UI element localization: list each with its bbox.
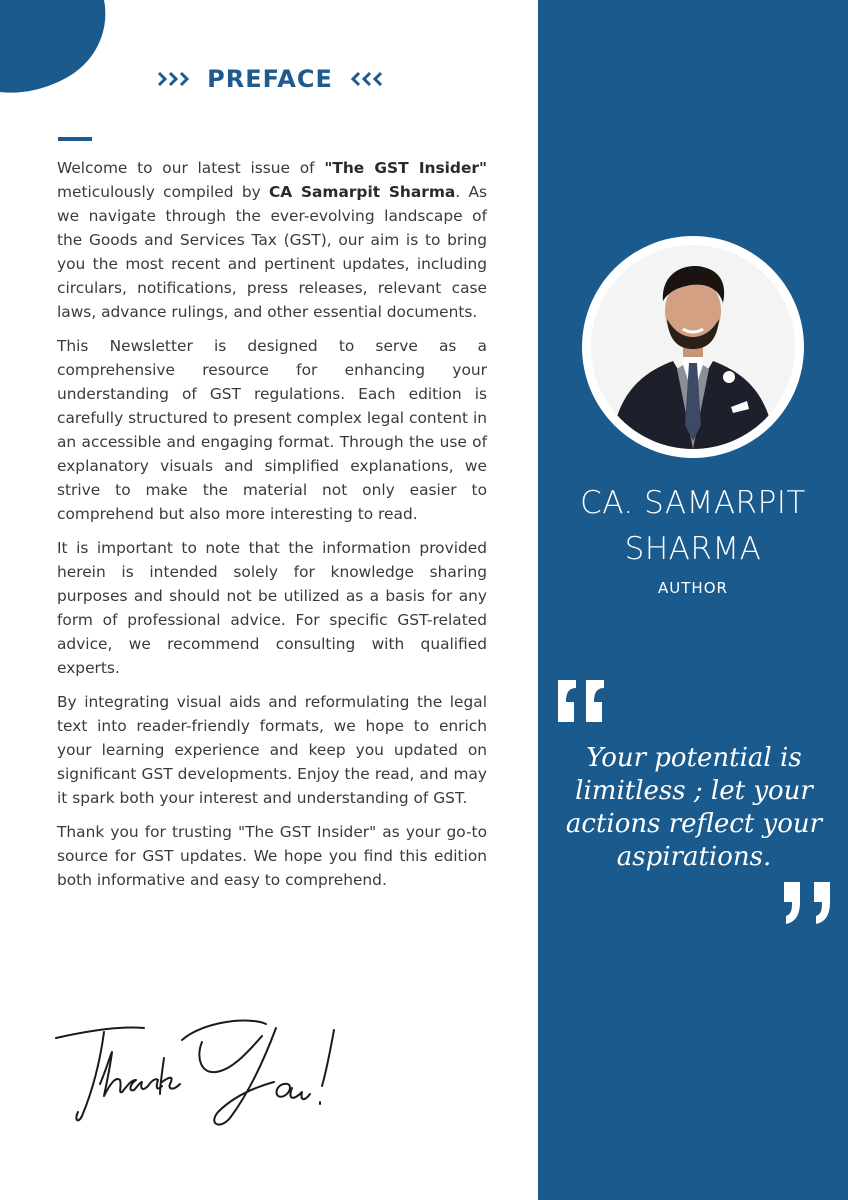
preface-paragraph: [57, 334, 487, 526]
close-quote-icon: [780, 880, 840, 926]
heading-divider: [58, 137, 92, 141]
paragraph-text: meticulously compiled by: [57, 183, 269, 201]
author-role: AUTHOR: [658, 579, 728, 597]
preface-title: PREFACE: [207, 65, 333, 93]
paragraph-text: It is important to note that the information provided herein is intended solely for knowledge sharing purposes and should not be utilized as a basis for any form of professional advice. For specific GST-related advice, we recommend consulting with qualified experts.: [57, 539, 487, 677]
author-photo: [591, 245, 795, 449]
preface-body: [57, 156, 487, 902]
preface-paragraph: [57, 690, 487, 810]
open-quote-icon: [554, 678, 614, 724]
bold-text: CA Samarpit Sharma: [269, 183, 456, 201]
paragraph-text: . As we navigate through the ever-evolving landscape of the Goods and Services Tax (GST), our aim is to bring you the most recent and pertinent updates, including circulars, notifications, press releases, relevant case laws, advance rulings, and other essential documents.: [57, 183, 488, 321]
thank-you-signature: [52, 1012, 372, 1132]
preface-paragraph: [57, 820, 487, 892]
author-panel: [538, 0, 848, 1200]
chevrons-left-icon: [345, 70, 383, 88]
bold-text: "The GST Insider": [324, 159, 487, 177]
preface-paragraph: [57, 536, 487, 680]
preface-paragraph: [57, 156, 487, 324]
author-name: [538, 480, 848, 572]
author-name-line1: CA. SAMARPIT: [580, 485, 806, 521]
preface-heading: [150, 60, 390, 98]
chevrons-right-icon: [157, 70, 195, 88]
paragraph-text: This Newsletter is designed to serve as a comprehensive resource for enhancing your understanding of GST regulations. Each edition is carefully structured to present complex legal content in an accessible and engaging format. Through the use of explanatory visuals and simplified explanations, we strive to make the material not only easier to comprehend but also more interesting to read.: [57, 337, 487, 523]
author-name-line2: SHARMA: [624, 531, 762, 567]
paragraph-text: Welcome to our latest issue of: [57, 159, 325, 177]
paragraph-text: By integrating visual aids and reformulating the legal text into reader-friendly formats, we hope to enrich your learning experience and keep you updated on significant GST developments. Enjoy the read, and may it spark both your interest and understanding of GST.: [57, 693, 487, 807]
paragraph-text: Thank you for trusting "The GST Insider" as your go-to source for GST updates. We hope you find this edition both informative and easy to comprehend.: [57, 823, 487, 889]
corner-blob-decoration: [0, 0, 110, 95]
motivational-quote: Your potential is limitless ; let your actions reflect your aspirations.: [565, 743, 823, 872]
